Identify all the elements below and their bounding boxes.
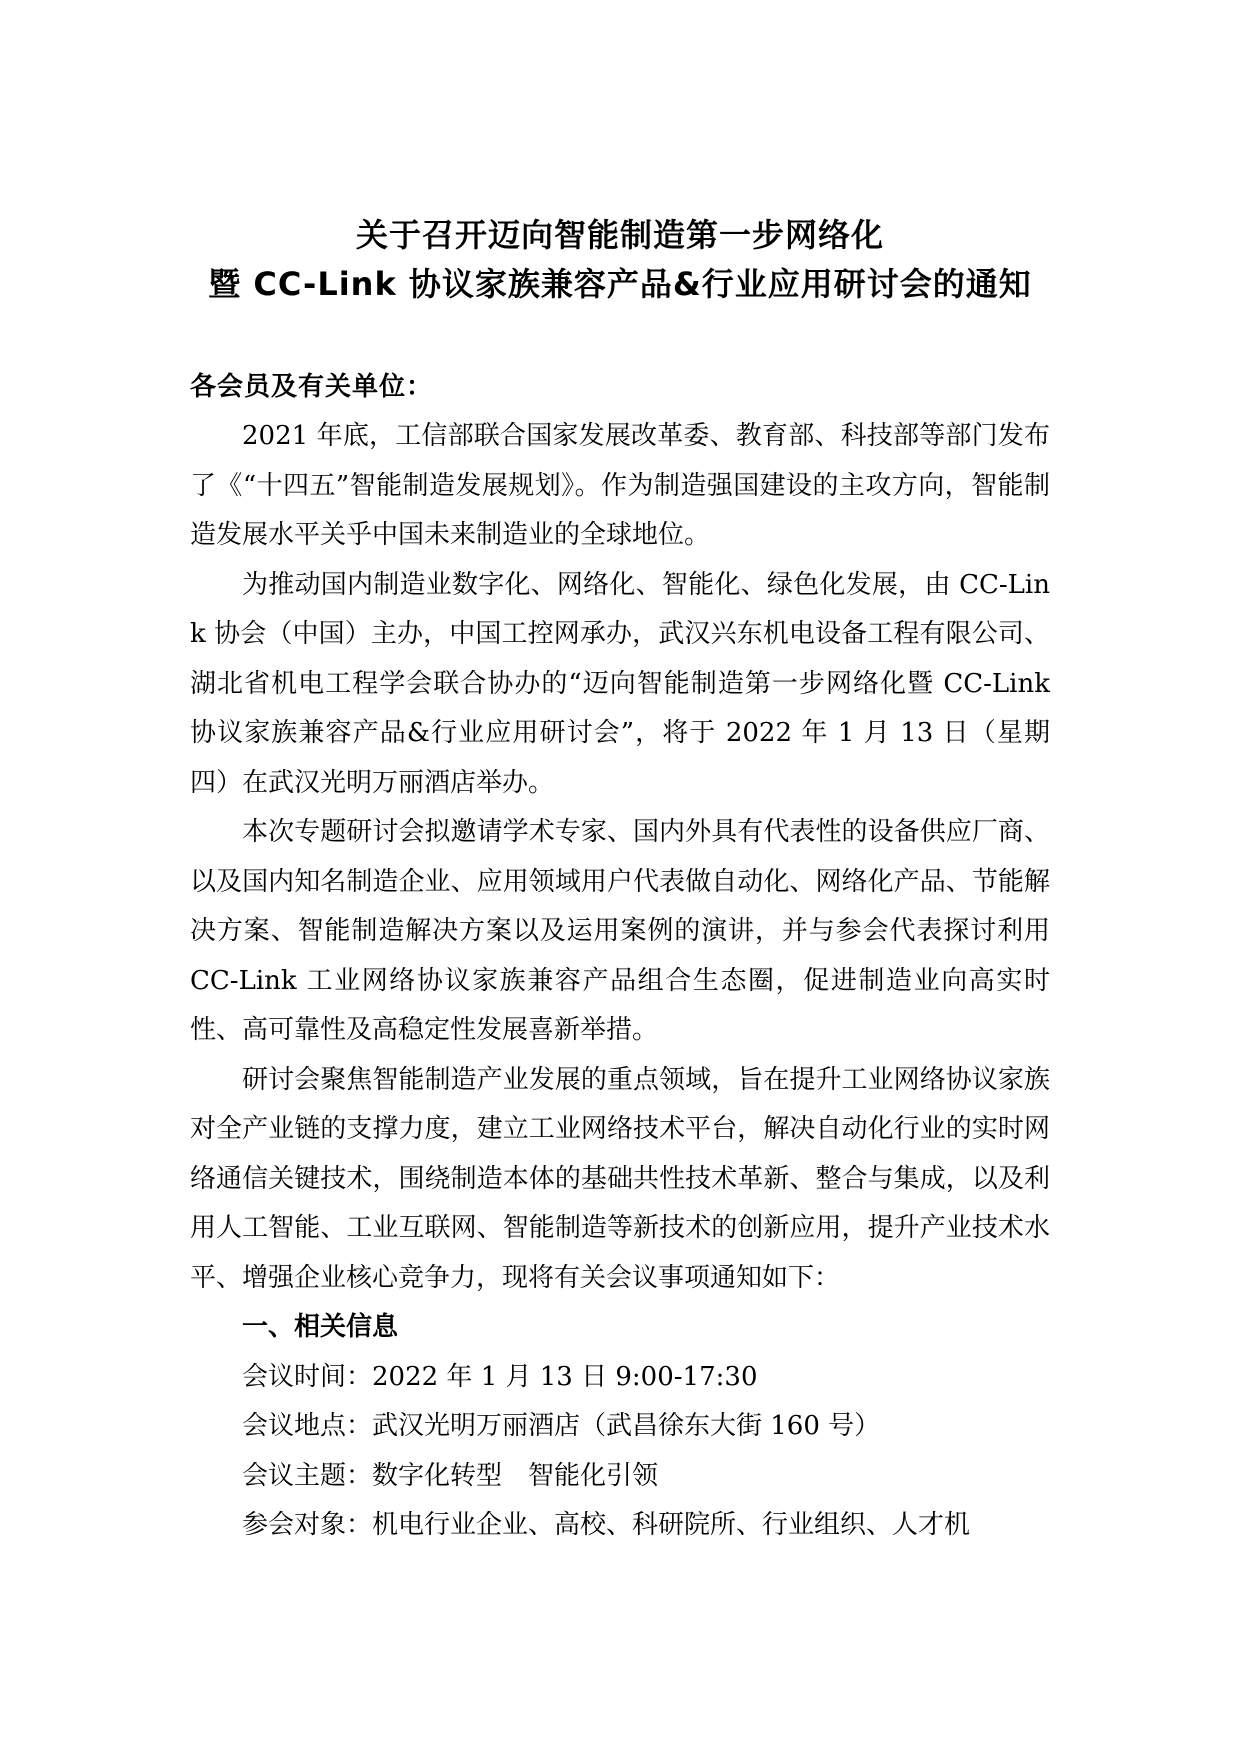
document-body (190, 412, 1050, 1551)
info-meeting-venue: 会议地点：武汉光明万丽酒店（武昌徐东大街 160 号） (242, 1411, 881, 1441)
document-title-line-1: 关于召开迈向智能制造第一步网络化 (355, 216, 884, 254)
info-meeting-time: 会议时间：2022 年 1 月 13 日 9:00-17:30 (242, 1361, 758, 1392)
paragraph-organizers: 为推动国内制造业数字化、网络化、智能化、绿色化发展，由 CC-Link 协会（中国）主办，中国工控网承办，武汉兴东机电设备工程有限公司、湖北省机电工程学会联合协办的“迈向智能制造第一步网络化暨 CC-Link 协议家族兼容产品&行业应用研讨会”，将于 2022 年 1 月 13 日（星期四）在武汉光明万丽酒店举办。 (190, 569, 1050, 798)
info-attendees: 参会对象：机电行业企业、高校、科研院所、行业组织、人才机 (242, 1510, 971, 1540)
paragraph-speakers: 本次专题研讨会拟邀请学术专家、国内外具有代表性的设备供应厂商、以及国内知名制造企业、应用领域用户代表做自动化、网络化产品、节能解决方案、智能制造解决方案以及运用案例的演讲，并与参会代表探讨利用 CC-Link 工业网络协议家族兼容产品组合生态圈，促进制造业向高实时性、高可靠性及高稳定性发展喜新举措。 (190, 817, 1050, 1045)
document-title-line-2: 暨 CC-Link 协议家族兼容产品&行业应用研讨会的通知 (208, 265, 1032, 303)
section-heading: 一、相关信息 (242, 1312, 399, 1342)
info-meeting-theme: 会议主题：数字化转型 智能化引领 (242, 1460, 659, 1491)
paragraph-background: 2021 年底，工信部联合国家发展改革委、教育部、科技部等部门发布了《“十四五”智能制造发展规划》。作为制造强国建设的主攻方向，智能制造发展水平关乎中国未来制造业的全球地位。 (190, 421, 1050, 550)
paragraph-focus: 研讨会聚焦智能制造产业发展的重点领域，旨在提升工业网络协议家族对全产业链的支撑力度，建立工业网络技术平台，解决自动化行业的实时网络通信关键技术，围绕制造本体的基础共性技术革新、整合与集成，以及利用人工智能、工业互联网、智能制造等新技术的创新应用，提升产业技术水平、增强企业核心竞争力，现将有关会议事项通知如下： (190, 1064, 1050, 1293)
salutation: 各会员及有关单位： (190, 372, 434, 402)
